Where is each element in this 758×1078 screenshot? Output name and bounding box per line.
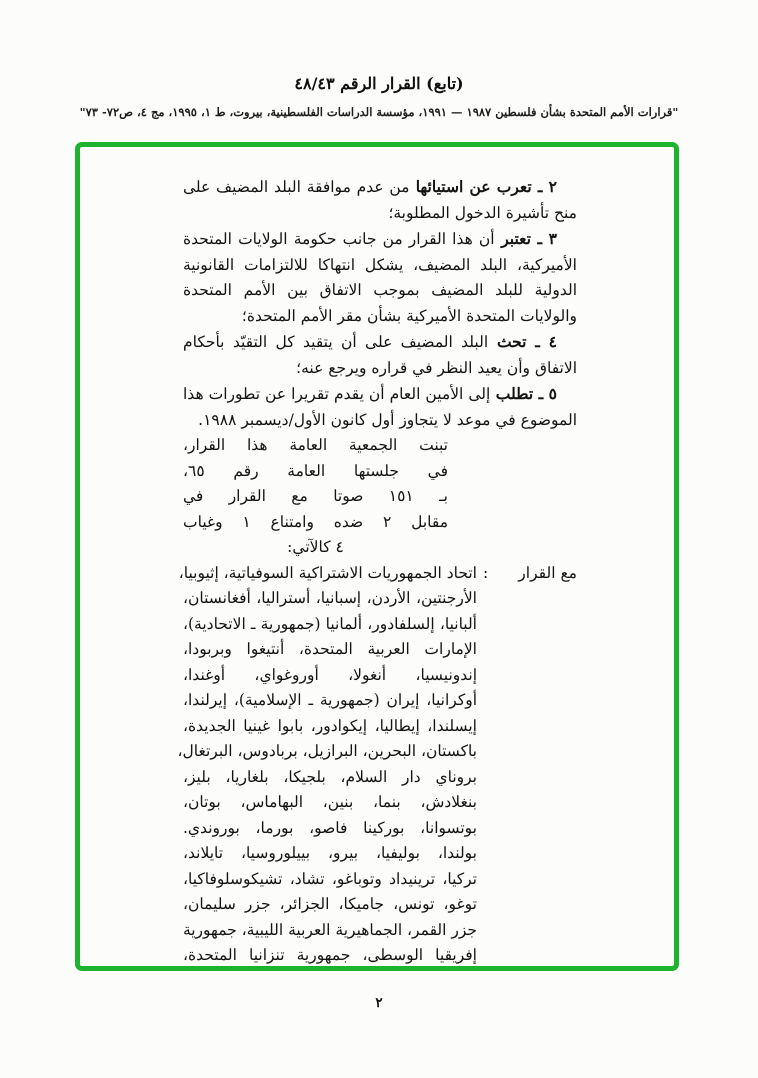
vote-record	[177, 561, 577, 969]
resolution-paragraph: ٤ ـ تحث البلد المضيف على أن يتقيد كل التقيّد بأحكام الاتفاق وأن يعيد النظر في قراره ويرجع عنه؛	[183, 332, 577, 377]
resolution-paragraph: ٥ ـ تطلب إلى الأمين العام أن يقدم تقريرا عن تطورات هذا الموضوع في موعد لا يتجاوز أول كانون الأول/ديسمبر ١٩٨٨.	[183, 384, 577, 429]
vote-with-colon: :	[483, 563, 489, 582]
country-list-line: إيسلندا، إيطاليا، إيكوادور، بابوا غينيا الجديدة،	[183, 716, 477, 735]
resolution-paragraphs	[183, 174, 577, 433]
country-list-line: جزر القمر، الجماهيرية العربية الليبية، جمهورية	[182, 920, 477, 939]
country-list	[177, 561, 477, 969]
country-list-line: بولندا، بوليفيا، بيرو، بييلوروسيا، تايلاند،	[183, 844, 477, 862]
country-list-line: أوكرانيا، إيران (جمهورية ـ الإسلامية)، إيرلندا،	[183, 691, 477, 709]
vote-with-label	[483, 561, 577, 587]
adoption-note-line: تبنت الجمعية العامة هذا القرار،	[183, 436, 448, 454]
page-header	[0, 74, 758, 119]
source-citation: "قرارات الأمم المتحدة بشأن فلسطين ١٩٨٧ — ١٩٩١، مؤسسة الدراسات الفلسطينية، بيروت، ط ١، ١٩٩٥، مج ٤، ص٧٢- ٧٣"	[79, 105, 679, 119]
adoption-note	[183, 433, 448, 561]
adoption-note-line: مقابل ٢ ضده وامتناع ١ وغياب	[183, 512, 448, 531]
country-list-line: بوتسوانا، بوركينا فاصو، بورما، بوروندي.	[183, 818, 477, 837]
adoption-note-line: ٤ كالآتي:	[287, 538, 344, 556]
country-list-line: إندونيسيا، أنغولا، أوروغواي، أوغندا،	[183, 665, 477, 684]
content-frame	[75, 142, 679, 971]
country-list-line: إفريقيا الوسطى، جمهورية تنزانيا المتحدة،	[183, 946, 477, 964]
country-list-line: ألبانيا، إلسلفادور، ألمانيا (جمهورية ـ الاتحادية)،	[183, 614, 477, 633]
adoption-note-line: بـ ١٥١ صوتا مع القرار في	[183, 487, 448, 505]
page-title: (تابع) القرار الرقم ٤٨/٤٣	[294, 74, 464, 93]
adoption-note-line: في جلستها العامة رقم ٦٥،	[183, 461, 448, 480]
country-list-line: بنغلادش، بنما، بنين، البهاماس، بوتان،	[183, 793, 477, 811]
country-list-line: اتحاد الجمهوريات الاشتراكية السوفياتية، إثيوبيا،	[178, 563, 477, 582]
resolution-paragraph: ٣ ـ تعتبر أن هذا القرار من جانب حكومة الولايات المتحدة الأميركية، البلد المضيف، يشكل انتهاكا للالتزامات القانونية الدولية للبلد المضيف بموجب الاتفاق بين الأمم المتحدة والولايات المتحدة الأميركية بشأن مقر الأمم المتحدة؛	[183, 229, 577, 325]
country-list-line: الأرجنتين، الأردن، إسبانيا، أستراليا، أفغانستان،	[183, 589, 477, 607]
country-list-line: تركيا، ترينيداد وتوباغو، تشاد، تشيكوسلوفاكيا،	[183, 869, 477, 888]
country-list-line: الإمارات العربية المتحدة، أنتيغوا وبربودا،	[183, 640, 477, 658]
page-number: ٢	[375, 995, 383, 1011]
vote-with-label-text: مع القرار	[518, 563, 577, 582]
resolution-body	[80, 147, 674, 969]
country-list-line: توغو، تونس، جاميكا، الجزائر، جزر سليمان،	[183, 895, 477, 913]
country-list-line: بروناي دار السلام، بلجيكا، بلغاريا، بليز،	[183, 767, 477, 786]
country-list-line: باكستان، البحرين، البرازيل، بربادوس، البرتغال،	[177, 742, 477, 760]
resolution-paragraph: ٢ ـ تعرب عن استيائها من عدم موافقة البلد المضيف على منح تأشيرة الدخول المطلوبة؛	[183, 177, 577, 222]
